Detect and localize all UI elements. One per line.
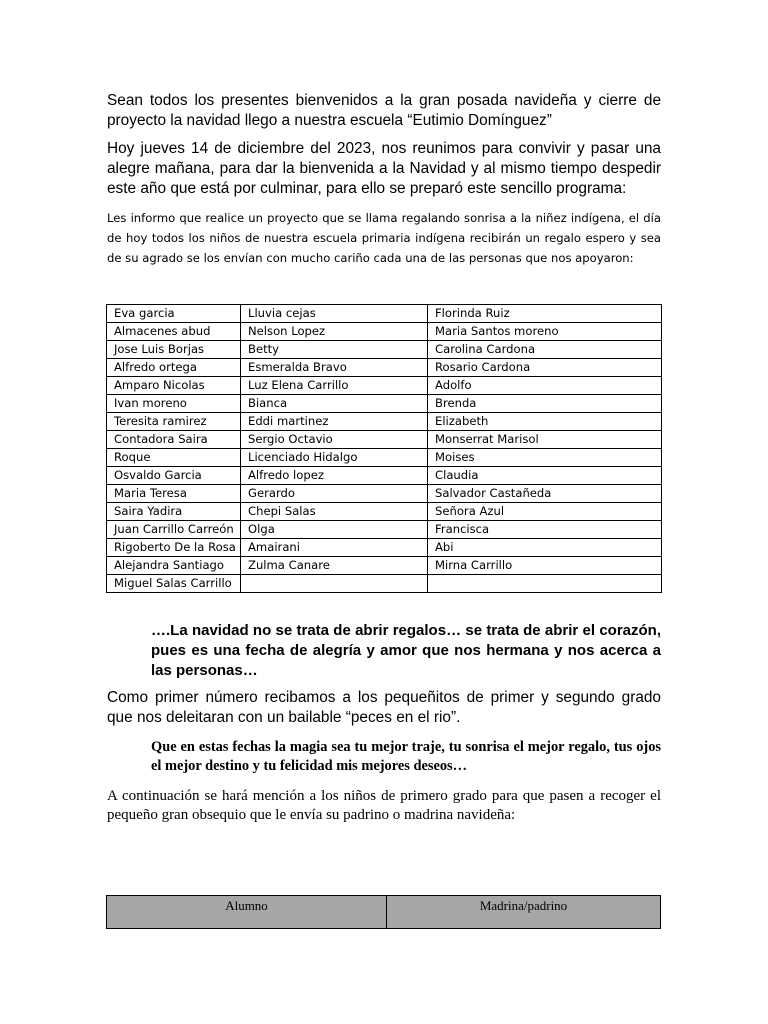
donor-name-cell: Monserrat Marisol — [428, 431, 662, 449]
project-paragraph: Les informo que realice un proyecto que se llama regalando sonrisa a la niñez indígena, el día de hoy todos los niños de nuestra escuela primaria indígena recibirán un regalo espero y sea de su agrado se los envían con mucho cariño cada una de las personas que nos apoyaron: — [107, 211, 661, 265]
donor-name-cell: Amparo Nicolas — [107, 377, 241, 395]
donor-name-cell: Licenciado Hidalgo — [241, 449, 428, 467]
donor-name-cell — [241, 575, 428, 593]
table-row — [107, 521, 662, 539]
donor-name-cell: Saira Yadira — [107, 503, 241, 521]
donor-name-cell: Gerardo — [241, 485, 428, 503]
table-row — [107, 359, 662, 377]
donor-name-cell: Rigoberto De la Rosa — [107, 539, 241, 557]
table-row — [107, 485, 662, 503]
table-row — [107, 323, 662, 341]
donor-name-cell: Alejandra Santiago — [107, 557, 241, 575]
donor-name-cell: Jose Luis Borjas — [107, 341, 241, 359]
donor-name-cell: Chepi Salas — [241, 503, 428, 521]
table-row — [107, 431, 662, 449]
donor-name-cell: Bianca — [241, 395, 428, 413]
table-row — [107, 575, 662, 593]
donor-name-cell: Teresita ramirez — [107, 413, 241, 431]
donor-name-cell: Nelson Lopez — [241, 323, 428, 341]
table-row — [107, 413, 662, 431]
donor-name-cell: Señora Azul — [428, 503, 662, 521]
table-row — [107, 449, 662, 467]
donor-name-cell: Contadora Saira — [107, 431, 241, 449]
donor-name-cell: Claudia — [428, 467, 662, 485]
donor-name-cell: Mirna Carrillo — [428, 557, 662, 575]
donor-name-cell: Almacenes abud — [107, 323, 241, 341]
donor-name-cell: Abi — [428, 539, 662, 557]
donor-name-cell: Maria Santos moreno — [428, 323, 662, 341]
welcome-paragraph: Sean todos los presentes bienvenidos a la gran posada navideña y cierre de proyecto la navidad llego a nuestra escuela “Eutimio Domínguez” — [107, 92, 661, 129]
donor-name-cell: Eva garcia — [107, 305, 241, 323]
donor-name-cell — [428, 575, 662, 593]
table-row — [107, 503, 662, 521]
today-paragraph: Hoy jueves 14 de diciembre del 2023, nos reunimos para convivir y pasar una alegre mañana, para dar la bienvenida a la Navidad y al mismo tiempo despedir este año que está por culminar, para ello se preparó este sencillo programa: — [107, 140, 661, 197]
students-table-header-row — [107, 896, 661, 929]
donor-name-cell: Juan Carrillo Carreón — [107, 521, 241, 539]
donor-name-cell: Moises — [428, 449, 662, 467]
donor-name-cell: Elizabeth — [428, 413, 662, 431]
donor-name-cell: Brenda — [428, 395, 662, 413]
donor-name-cell: Miguel Salas Carrillo — [107, 575, 241, 593]
donor-name-cell: Lluvia cejas — [241, 305, 428, 323]
header-madrina-padrino: Madrina/padrino — [387, 896, 661, 929]
donor-name-cell: Luz Elena Carrillo — [241, 377, 428, 395]
donor-name-cell: Adolfo — [428, 377, 662, 395]
donor-name-cell: Florinda Ruiz — [428, 305, 662, 323]
donor-name-cell: Maria Teresa — [107, 485, 241, 503]
table-row — [107, 539, 662, 557]
christmas-quote: ….La navidad no se trata de abrir regalos… se trata de abrir el corazón, pues es una fecha de alegría y amor que nos hermana y nos acerca a las personas… — [151, 622, 661, 679]
students-table — [106, 895, 661, 929]
donor-name-cell: Carolina Cardona — [428, 341, 662, 359]
table-row — [107, 305, 662, 323]
donor-name-cell: Sergio Octavio — [241, 431, 428, 449]
wishes-quote: Que en estas fechas la magia sea tu mejor traje, tu sonrisa el mejor regalo, tus ojos el mejor destino y tu felicidad mis mejores deseos… — [151, 739, 661, 774]
donors-table-body — [107, 305, 662, 593]
donor-name-cell: Salvador Castañeda — [428, 485, 662, 503]
donor-name-cell: Eddi martinez — [241, 413, 428, 431]
table-row — [107, 377, 662, 395]
donor-name-cell: Amairani — [241, 539, 428, 557]
donor-name-cell: Olga — [241, 521, 428, 539]
donor-name-cell: Ivan moreno — [107, 395, 241, 413]
donor-name-cell: Esmeralda Bravo — [241, 359, 428, 377]
donor-name-cell: Rosario Cardona — [428, 359, 662, 377]
first-number-paragraph: Como primer número recibamos a los pequeñitos de primer y segundo grado que nos deleitaran con un bailable “peces en el rio”. — [107, 689, 661, 726]
header-alumno: Alumno — [107, 896, 387, 929]
donor-name-cell: Alfredo ortega — [107, 359, 241, 377]
donor-name-cell: Osvaldo Garcia — [107, 467, 241, 485]
donor-name-cell: Betty — [241, 341, 428, 359]
table-row — [107, 467, 662, 485]
table-row — [107, 557, 662, 575]
donor-name-cell: Francisca — [428, 521, 662, 539]
continuation-paragraph: A continuación se hará mención a los niños de primero grado para que pasen a recoger el pequeño gran obsequio que le envía su padrino o madrina navideña: — [107, 788, 661, 823]
donor-name-cell: Zulma Canare — [241, 557, 428, 575]
donor-name-cell: Alfredo lopez — [241, 467, 428, 485]
table-row — [107, 395, 662, 413]
donor-name-cell: Roque — [107, 449, 241, 467]
donors-table — [106, 304, 662, 593]
table-row — [107, 341, 662, 359]
